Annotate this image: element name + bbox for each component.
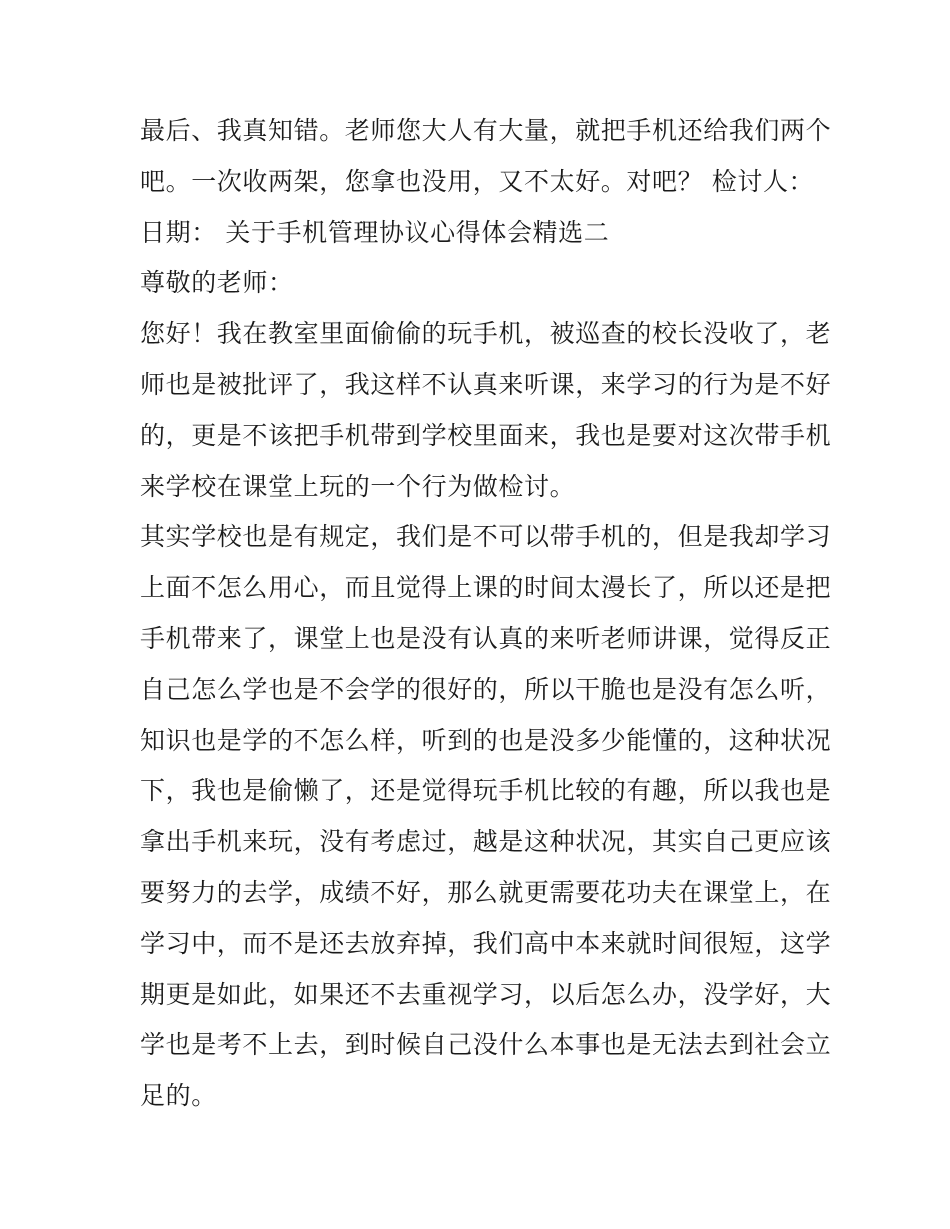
- text-line: 吧。一次收两架，您拿也没用，又不太好。对吧？ 检讨人：: [140, 166, 815, 196]
- text-line: 您好！我在教室里面偷偷的玩手机，被巡查的校长没收了，老: [140, 319, 832, 349]
- text-line: 手机带来了，课堂上也是没有认真的来听老师讲课，觉得反正: [140, 623, 832, 653]
- text-line: 师也是被批评了，我这样不认真来听课，来学习的行为是不好: [140, 369, 832, 399]
- text-line: 要努力的去学，成绩不好，那么就更需要花功夫在课堂上，在: [140, 877, 832, 907]
- text-line: 知识也是学的不怎么样，听到的也是没多少能懂的，这种状况: [140, 725, 832, 755]
- text-line: 其实学校也是有规定，我们是不可以带手机的，但是我却学习: [140, 522, 832, 552]
- text-line: 上面不怎么用心，而且觉得上课的时间太漫长了，所以还是把: [140, 573, 832, 603]
- text-line: 学也是考不上去，到时候自己没什么本事也是无法去到社会立: [140, 1030, 832, 1060]
- text-line: 尊敬的老师：: [140, 268, 294, 298]
- text-line: 下，我也是偷懒了，还是觉得玩手机比较的有趣，所以我也是: [140, 776, 832, 806]
- text-line: 学习中，而不是还去放弃掉，我们高中本来就时间很短，这学: [140, 928, 832, 958]
- text-line: 日期： 关于手机管理协议心得体会精选二: [140, 217, 610, 247]
- text-line: 足的。: [140, 1081, 217, 1111]
- text-line: 的，更是不该把手机带到学校里面来，我也是要对这次带手机: [140, 420, 832, 450]
- document-body: [140, 106, 832, 1122]
- text-line: 拿出手机来玩，没有考虑过，越是这种状况，其实自己更应该: [140, 827, 832, 857]
- text-line: 自己怎么学也是不会学的很好的，所以干脆也是没有怎么听，: [140, 674, 832, 704]
- text-line: 来学校在课堂上玩的一个行为做检讨。: [140, 471, 576, 501]
- text-line: 最后、我真知错。老师您大人有大量，就把手机还给我们两个: [140, 116, 832, 145]
- text-line: 期更是如此，如果还不去重视学习，以后怎么办，没学好，大: [140, 979, 832, 1009]
